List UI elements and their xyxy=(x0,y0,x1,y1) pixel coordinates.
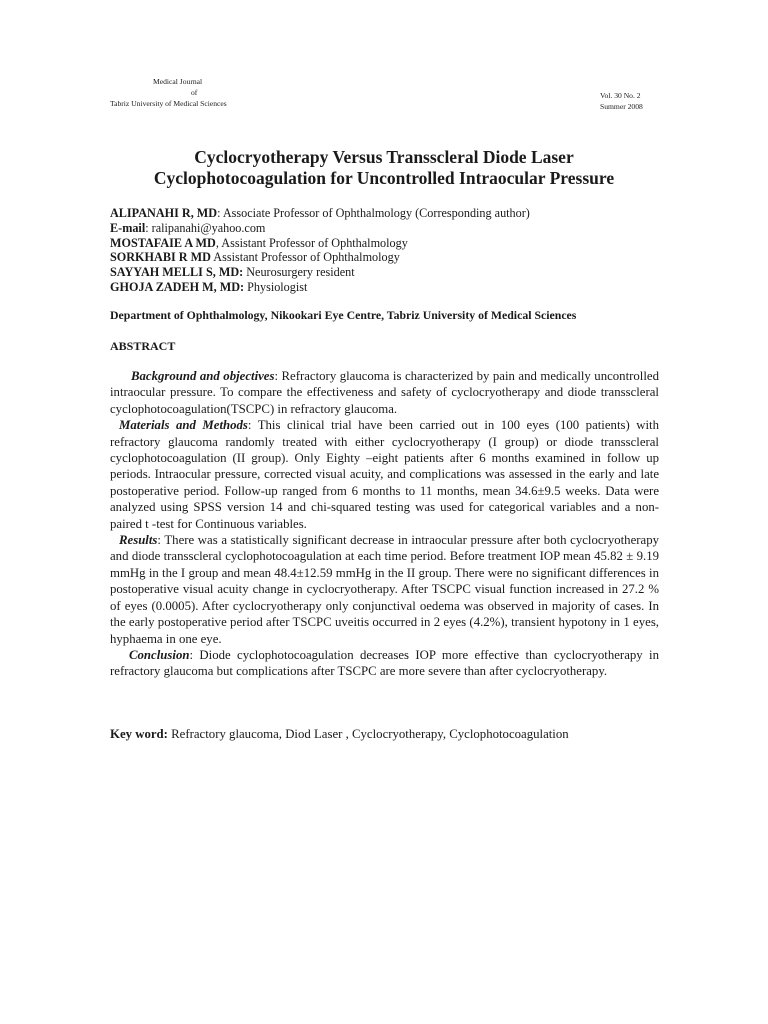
author-row xyxy=(110,221,670,236)
abstract-methods xyxy=(110,417,659,532)
author-name: MOSTAFAIE A MD xyxy=(110,235,216,250)
author-role: , Assistant Professor of Ophthalmology xyxy=(215,235,408,250)
abstract-body xyxy=(110,368,659,680)
author-row xyxy=(110,265,670,280)
results-text: : There was a statistically significant decrease in intraocular pressure after both cyclocryotherapy and diode transscleral cyclophotocoagulation at each time period. Before treatment IOP mean 45.82 ± 9.19 mmHg in the I group and mean 48.4±12.59 mmHg in the II group. There were no significant differences in postoperative visual acuity change in cyclocryotherapy. After TSCPC visual function increased in 27.2 % of eyes (0.0005). After cyclocryotherapy only conjunctival oedema was observed in majority of cases. In the early postoperative period after TSCPC uveitis occurred in 2 eyes (4.2%), transient hypotony in 1 eyes, hyphaema in one eye. xyxy=(110,533,659,646)
methods-text: : This clinical trial have been carried out in 100 eyes (100 patients) with refractory glaucoma randomly treated with either cyclocryotherapy (I group) or diode transscleral cyclophotocoagulation (II group). Only Eighty –eight patients after 6 months examined in follow up periods. Intraocular pressure, corrected visual acuity, and complications was assessed in the early and late postoperative period. Follow-up ranged from 6 months to 11 months, mean 34.6±9.5 weeks. Data were analyzed using SPSS version 14 and chi-squared testing was used for categorical variables and a non-paired t -test for Continuous variables. xyxy=(110,418,659,531)
author-name: SORKHABI R MD xyxy=(110,250,211,265)
methods-label: Materials and Methods xyxy=(119,418,248,433)
journal-name-line2: of xyxy=(191,88,198,97)
author-role: Neurosurgery resident xyxy=(243,265,355,280)
title-line2: Cyclophotocoagulation for Uncontrolled Intraocular Pressure xyxy=(153,168,615,188)
background-text: : Refractory glaucoma is characterized by pain and medically uncontrolled intraocular pressure. To compare the effectiveness and safety of cyclocryotherapy and diode transscleral cyclophotocoagulation(TSCPC) in refractory glaucoma. xyxy=(110,369,659,416)
author-name: GHOJA ZADEH M, MD: xyxy=(110,279,245,294)
background-label: Background and objectives xyxy=(131,369,275,383)
author-role: Assistant Professor of Ophthalmology xyxy=(210,250,400,265)
title-line1: Cyclocryotherapy Versus Transscleral Diode Laser xyxy=(194,147,574,167)
conclusion-label: Conclusion xyxy=(129,647,190,662)
conclusion-text: : Diode cyclophotocoagulation decreases IOP more effective than cyclocryotherapy in refractory glaucoma but complications after TSCPC are more severe than after cyclocryotherapy. xyxy=(110,647,659,679)
issue-info xyxy=(600,90,643,112)
author-row xyxy=(110,206,670,221)
volume-number: Vol. 30 No. 2 xyxy=(600,91,641,100)
email-address: : ralipanahi@yahoo.com xyxy=(145,220,266,235)
author-role: Physiologist xyxy=(244,279,308,294)
author-row xyxy=(110,280,670,295)
paper-title xyxy=(100,147,668,189)
keywords-label: Key word: xyxy=(110,727,168,741)
author-name: SAYYAH MELLI S, MD: xyxy=(110,265,244,280)
email-label: E-mail xyxy=(110,220,146,235)
keywords-text: Refractory glaucoma, Diod Laser , Cyclocryotherapy, Cyclophotocoagulation xyxy=(167,727,569,741)
department-affiliation: Department of Ophthalmology, Nikookari Eye Centre, Tabriz University of Medical Sciences xyxy=(110,308,577,322)
author-role: : Associate Professor of Ophthalmology (Corresponding author) xyxy=(217,206,530,220)
journal-name-line3: Tabriz University of Medical Sciences xyxy=(110,99,227,108)
results-label: Results xyxy=(119,533,158,548)
journal-header xyxy=(110,76,260,109)
author-row xyxy=(110,236,670,251)
author-name: ALIPANAHI R, MD xyxy=(110,206,218,220)
author-list xyxy=(110,206,670,295)
abstract-conclusion xyxy=(110,647,659,680)
issue-season: Summer 2008 xyxy=(600,102,643,111)
abstract-heading: ABSTRACT xyxy=(110,339,176,353)
journal-name-line1: Medical Journal xyxy=(153,77,203,86)
keywords xyxy=(110,727,670,742)
author-row xyxy=(110,250,670,265)
abstract-background xyxy=(110,368,659,417)
abstract-results xyxy=(110,532,659,647)
